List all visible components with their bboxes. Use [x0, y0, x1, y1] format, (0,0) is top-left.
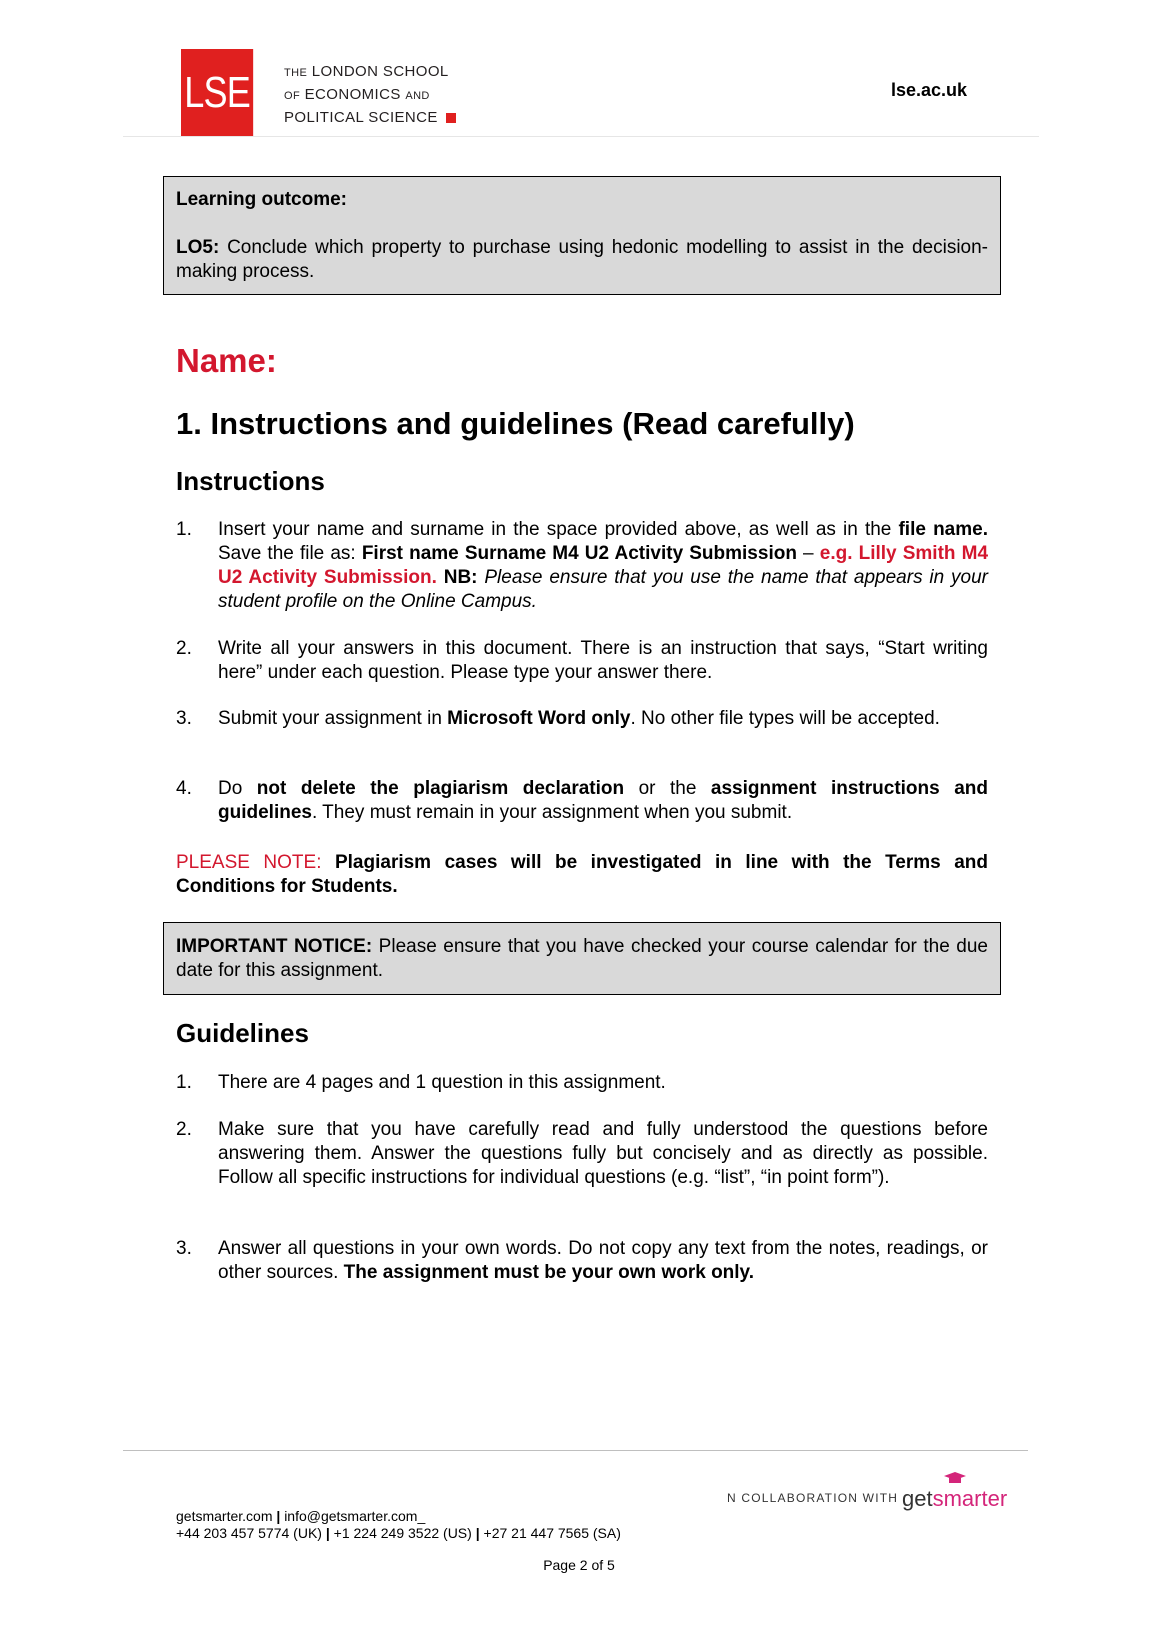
learning-outcome-heading: Learning outcome: [176, 189, 348, 210]
instructions-heading: Instructions [176, 466, 325, 496]
plagiarism-note: PLEASE NOTE: Plagiarism cases will be investigated in line with the Terms and Conditions for Students. [176, 852, 988, 897]
footer-email-link[interactable]: info@getsmarter.com_ [284, 1508, 426, 1524]
important-notice-box: IMPORTANT NOTICE: Please ensure that you have checked your course calendar for the due date for this assignment. [163, 922, 1001, 995]
page-number: Page 2 of 5 [543, 1557, 615, 1573]
learning-outcome-text: LO5: Conclude which property to purchase using hedonic modelling to assist in the decision-making process. [176, 237, 988, 282]
footer-website-link[interactable]: getsmarter.com [176, 1508, 273, 1524]
logo-square-icon [446, 113, 456, 123]
guideline-item-2: 2. Make sure that you have carefully read and fully understood the questions before answering them. Answer the questions fully but concisely and as directly as possible. Follow all specific instructions for individual questions (e.g. “list”, “in point form”). [176, 1119, 988, 1188]
guideline-item-3: 3. Answer all questions in your own words. Do not copy any text from the notes, readings, or other sources. The assignment must be your own work only. [176, 1238, 988, 1283]
graduation-cap-icon [944, 1472, 966, 1484]
instruction-item-2: 2. Write all your answers in this document. There is an instruction that says, “Start writing here” under each question. Please type your answer there. [176, 638, 988, 683]
name-label: Name: [176, 342, 277, 379]
lse-logo-mark: LSE [181, 49, 253, 137]
site-url[interactable]: lse.ac.uk [891, 80, 968, 100]
getsmarter-logo: getsmarter [902, 1486, 1008, 1511]
guidelines-heading: Guidelines [176, 1018, 309, 1048]
guideline-item-1: 1. There are 4 pages and 1 question in this assignment. [176, 1072, 666, 1093]
instruction-item-4: 4. Do not delete the plagiarism declaration or the assignment instructions and guidelines. They must remain in your assignment when you submit. [176, 778, 988, 823]
header-divider [123, 136, 1039, 137]
learning-outcome-box [163, 176, 1001, 295]
lse-logo-wordmark: THE LONDON SCHOOL OF ECONOMICS AND POLITICAL SCIENCE [284, 61, 456, 129]
section-title: 1. Instructions and guidelines (Read carefully) [176, 406, 855, 441]
footer-divider [123, 1450, 1028, 1451]
footer-contact: getsmarter.com | info@getsmarter.com_ +44 203 457 5774 (UK) | +1 224 249 3522 (US) | +27 21 447 7565 (SA) [176, 1508, 621, 1541]
collaboration-label: N COLLABORATION WITH [727, 1491, 899, 1505]
instruction-item-1: 1. Insert your name and surname in the space provided above, as well as in the file name. Save the file as: First name Surname M4 U2 Activity Submission – e.g. Lilly Smith M4 U2 Activity Submission. NB: Please ensure that you use the name that appears in your student profile on the Online Campus. [176, 519, 989, 612]
instruction-item-3: 3. Submit your assignment in Microsoft Word only. No other file types will be accepted. [176, 708, 940, 729]
